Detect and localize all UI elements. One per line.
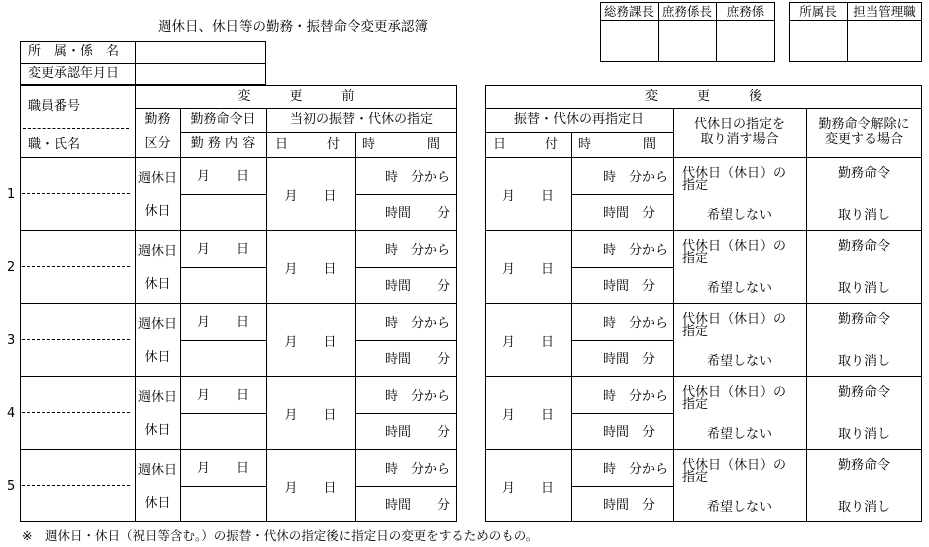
- approval-date-label: 変更承認年月日: [28, 66, 120, 81]
- row-midline: [355, 486, 457, 487]
- work-content-field[interactable]: [181, 414, 265, 448]
- cancel-option[interactable]: 取り消し: [837, 207, 890, 223]
- holiday-option[interactable]: 休日: [144, 422, 171, 438]
- footnote: ※ 週休日・休日（祝日等含む。）の振替・代休の指定後に指定日の変更をするためのもの。: [22, 528, 539, 543]
- redesignated-day-field[interactable]: 月 日: [501, 407, 554, 423]
- not-desired-option[interactable]: 希望しない: [706, 353, 772, 369]
- row-divider-after: [485, 230, 922, 231]
- initial-time-from-field[interactable]: 時 分から: [385, 462, 451, 477]
- comp-holiday-text-2: 指定: [682, 397, 709, 412]
- stamp-manager: 担当管理職: [853, 3, 916, 19]
- redesignated-time-from-field[interactable]: 時 分から: [603, 170, 669, 185]
- cancel-order-label-1: 勤務命令解除に: [818, 117, 910, 133]
- stamp-general-affairs-chief: 総務課長: [603, 3, 654, 19]
- row-divider-after: [485, 303, 922, 304]
- employee-field[interactable]: [21, 158, 134, 229]
- employee-field[interactable]: [21, 231, 134, 302]
- initial-day-field[interactable]: 月 日: [284, 334, 337, 350]
- redesignated-hours-field[interactable]: 時間 分: [603, 352, 656, 367]
- initial-hours-field[interactable]: 時間 分: [385, 279, 451, 294]
- redesignated-day-field[interactable]: 月 日: [501, 188, 554, 204]
- holiday-option[interactable]: 休日: [144, 276, 171, 292]
- redesignated-hours-field[interactable]: 時間 分: [603, 425, 656, 440]
- page-title: 週休日、休日等の勤務・振替命令変更承認簿: [158, 19, 428, 35]
- order-date-field[interactable]: 月 日: [196, 387, 249, 403]
- row-midline: [571, 413, 673, 414]
- work-type-label-2: 区分: [144, 135, 171, 151]
- work-content-field[interactable]: [181, 487, 265, 521]
- redesignated-hours-field[interactable]: 時間 分: [603, 279, 656, 294]
- redesignated-day-field[interactable]: 月 日: [501, 480, 554, 496]
- cancel-option[interactable]: 取り消し: [837, 353, 890, 369]
- row-midline: [571, 267, 673, 268]
- employee-name-label: 職・氏名: [28, 137, 81, 152]
- redesignated-day-field[interactable]: 月 日: [501, 334, 554, 350]
- redesignated-time-from-field[interactable]: 時 分から: [603, 316, 669, 331]
- weekly-holiday-option[interactable]: 週休日: [137, 170, 177, 186]
- row-number: 2: [7, 260, 16, 275]
- row-midline: [355, 413, 457, 414]
- cancel-option[interactable]: 取り消し: [837, 499, 890, 515]
- weekly-holiday-option[interactable]: 週休日: [137, 462, 177, 478]
- not-desired-option[interactable]: 希望しない: [706, 207, 772, 223]
- not-desired-option[interactable]: 希望しない: [706, 426, 772, 442]
- after-day-label: 日 付: [493, 137, 559, 152]
- row-divider-after: [485, 449, 922, 450]
- cancel-comp-label-1: 代休日の指定を: [693, 117, 785, 133]
- before-time-label: 時 間: [362, 137, 441, 152]
- cancel-comp-label-2: 取り消す場合: [700, 132, 779, 148]
- initial-day-field[interactable]: 月 日: [284, 407, 337, 423]
- comp-holiday-text-2: 指定: [682, 178, 709, 193]
- initial-day-field[interactable]: 月 日: [284, 261, 337, 277]
- comp-holiday-text-1: 代休日（休日）の: [682, 312, 787, 327]
- cancel-order-label-2: 変更する場合: [824, 132, 903, 148]
- initial-hours-field[interactable]: 時間 分: [385, 425, 451, 440]
- order-date-field[interactable]: 月 日: [196, 241, 249, 257]
- redesignation-label: 振替・代休の再指定日: [513, 111, 644, 127]
- weekly-holiday-option[interactable]: 週休日: [137, 389, 177, 405]
- row-number: 3: [7, 333, 16, 348]
- comp-holiday-text-1: 代休日（休日）の: [682, 166, 787, 181]
- redesignated-time-from-field[interactable]: 時 分から: [603, 243, 669, 258]
- holiday-option[interactable]: 休日: [144, 495, 171, 511]
- before-day-label: 日 付: [275, 137, 341, 152]
- employee-field[interactable]: [21, 450, 134, 521]
- comp-holiday-text-1: 代休日（休日）の: [682, 385, 787, 400]
- redesignated-hours-field[interactable]: 時間 分: [603, 498, 656, 513]
- initial-day-field[interactable]: 月 日: [284, 188, 337, 204]
- row-midline: [571, 194, 673, 195]
- row-divider-after: [485, 376, 922, 377]
- not-desired-option[interactable]: 希望しない: [706, 280, 772, 296]
- stamp-dept-head: 所属長: [799, 3, 837, 19]
- order-date-label: 勤務命令日: [190, 111, 256, 127]
- row-midline: [571, 340, 673, 341]
- initial-designation-label: 当初の振替・代休の指定: [289, 111, 433, 127]
- work-content-field[interactable]: [181, 195, 265, 229]
- weekly-holiday-option[interactable]: 週休日: [137, 316, 177, 332]
- cancel-option[interactable]: 取り消し: [837, 280, 890, 296]
- comp-holiday-text-2: 指定: [682, 251, 709, 266]
- row-number: 1: [7, 187, 16, 202]
- comp-holiday-text-2: 指定: [682, 324, 709, 339]
- work-content-field[interactable]: [181, 341, 265, 375]
- initial-day-field[interactable]: 月 日: [284, 480, 337, 496]
- row-midline: [355, 194, 457, 195]
- initial-hours-field[interactable]: 時間 分: [385, 498, 451, 513]
- row-number: 5: [7, 479, 16, 494]
- redesignated-day-field[interactable]: 月 日: [501, 261, 554, 277]
- not-desired-option[interactable]: 希望しない: [706, 499, 772, 515]
- stamp-clerical-subchief: 庶務係長: [661, 3, 712, 19]
- comp-holiday-text-1: 代休日（休日）の: [682, 458, 787, 473]
- work-content-field[interactable]: [181, 268, 265, 302]
- redesignated-hours-field[interactable]: 時間 分: [603, 206, 656, 221]
- work-order-text: 勤務命令: [837, 457, 890, 473]
- row-midline: [571, 486, 673, 487]
- row-midline: [355, 267, 457, 268]
- cancel-option[interactable]: 取り消し: [837, 426, 890, 442]
- after-title: 変 更 後: [644, 88, 762, 104]
- initial-time-from-field[interactable]: 時 分から: [385, 316, 451, 331]
- order-date-field[interactable]: 月 日: [196, 168, 249, 184]
- employee-field[interactable]: [21, 304, 134, 375]
- initial-time-from-field[interactable]: 時 分から: [385, 389, 451, 404]
- stamp-clerical-staff: 庶務係: [726, 3, 765, 19]
- comp-holiday-text-1: 代休日（休日）の: [682, 239, 787, 254]
- affiliation-label: 所 属・係 名: [28, 44, 120, 59]
- initial-time-from-field[interactable]: 時 分から: [385, 170, 451, 185]
- row-number: 4: [7, 406, 16, 421]
- work-type-label-1: 勤務: [144, 111, 171, 127]
- redesignated-time-from-field[interactable]: 時 分から: [603, 462, 669, 477]
- work-content-label: 勤 務 内 容: [190, 135, 256, 151]
- work-order-text: 勤務命令: [837, 384, 890, 400]
- after-time-label: 時 間: [578, 137, 657, 152]
- initial-time-from-field[interactable]: 時 分から: [385, 243, 451, 258]
- employee-no-label: 職員番号: [28, 99, 81, 114]
- initial-hours-field[interactable]: 時間 分: [385, 352, 451, 367]
- row-midline: [355, 340, 457, 341]
- redesignated-time-from-field[interactable]: 時 分から: [603, 389, 669, 404]
- holiday-option[interactable]: 休日: [144, 349, 171, 365]
- comp-holiday-text-2: 指定: [682, 470, 709, 485]
- holiday-option[interactable]: 休日: [144, 203, 171, 219]
- initial-hours-field[interactable]: 時間 分: [385, 206, 451, 221]
- order-date-field[interactable]: 月 日: [196, 314, 249, 330]
- weekly-holiday-option[interactable]: 週休日: [137, 243, 177, 259]
- employee-field[interactable]: [21, 377, 134, 448]
- work-order-text: 勤務命令: [837, 238, 890, 254]
- order-date-field[interactable]: 月 日: [196, 460, 249, 476]
- work-order-text: 勤務命令: [837, 311, 890, 327]
- work-order-text: 勤務命令: [837, 165, 890, 181]
- before-title: 変 更 前: [237, 88, 355, 104]
